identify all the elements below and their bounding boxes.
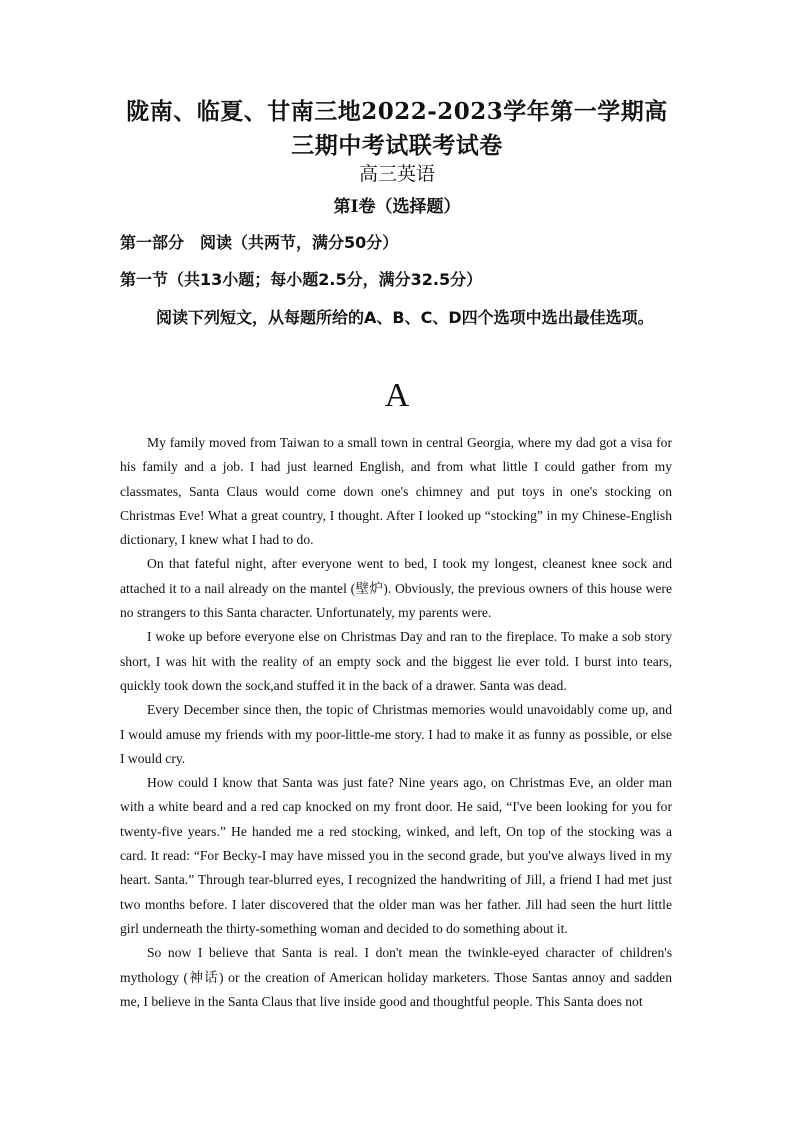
passage-paragraph: How could I know that Santa was just fate? Nine years ago, on Christmas Eve, an older man with a white beard and a red cap knocked on my front door. He said, “I've been looking for you for twenty-five years.” He handed me a red stocking, winked, and left, On top of the stocking was a card. It read: “For Becky-I may have missed you in the second grade, but you've always lived in my heart. Santa.” Through tear-blurred eyes, I recognized the handwriting of Jill, a friend I had met just two months before. I later discovered that the older man was her father. Jill had seen the hurt little girl underneath the thirty-something woman and decided to do something about it. (120, 775, 672, 936)
exam-volume: 第Ⅰ卷（选择题） (333, 197, 461, 217)
passage-paragraph: So now I believe that Santa is real. I don't mean the twinkle-eyed character of children's mythology (神话) or the creation of American holiday marketers. Those Santas annoy and sadden me, I believe in the Santa Claus that live inside good and thoughtful people. This Santa does not (120, 945, 672, 1009)
exam-subject: 高三英语 (358, 163, 435, 185)
passage-letter: A (384, 377, 410, 414)
subsection-heading: 第一节（共13小题；每小题2.5分，满分32.5分） (120, 270, 483, 289)
passage-paragraph: I woke up before everyone else on Christmas Day and ran to the fireplace. To make a sob story short, I was hit with the reality of an empty sock and the biggest lie ever told. I burst into tears, quickly took down the sock,and stuffed it in the back of a drawer. Santa was dead. (120, 629, 672, 693)
passage-body (120, 431, 672, 1014)
passage-paragraph: On that fateful night, after everyone went to bed, I took my longest, cleanest knee sock and attached it to a nail already on the mantel (壁炉). Obviously, the previous owners of this house were no strangers to this Santa character. Unfortunately, my parents were. (120, 556, 672, 621)
passage-paragraph: Every December since then, the topic of Christmas memories would unavoidably come up, and I would amuse my friends with my poor-little-me story. I had to make it as funny as possible, or else I would cry. (120, 702, 672, 766)
part-heading: 第一部分 阅读（共两节，满分50分） (120, 233, 399, 252)
exam-title-line2: 三期中考试联考试卷 (291, 132, 503, 159)
reading-instruction: 阅读下列短文，从每题所给的A、B、C、D四个选项中选出最佳选项。 (156, 308, 654, 327)
exam-title-line1: 陇南、临夏、甘南三地2022-2023学年第一学期高 (126, 98, 668, 125)
passage-paragraph: My family moved from Taiwan to a small town in central Georgia, where my dad got a visa for his family and a job. I had just learned English, and from what little I could gather from my classmates, Santa Claus would come down one's chimney and put toys in one's stocking on Christmas Eve! What a great country, I thought. After I looked up “stocking” in my Chinese-English dictionary, I knew what I had to do. (120, 435, 672, 548)
